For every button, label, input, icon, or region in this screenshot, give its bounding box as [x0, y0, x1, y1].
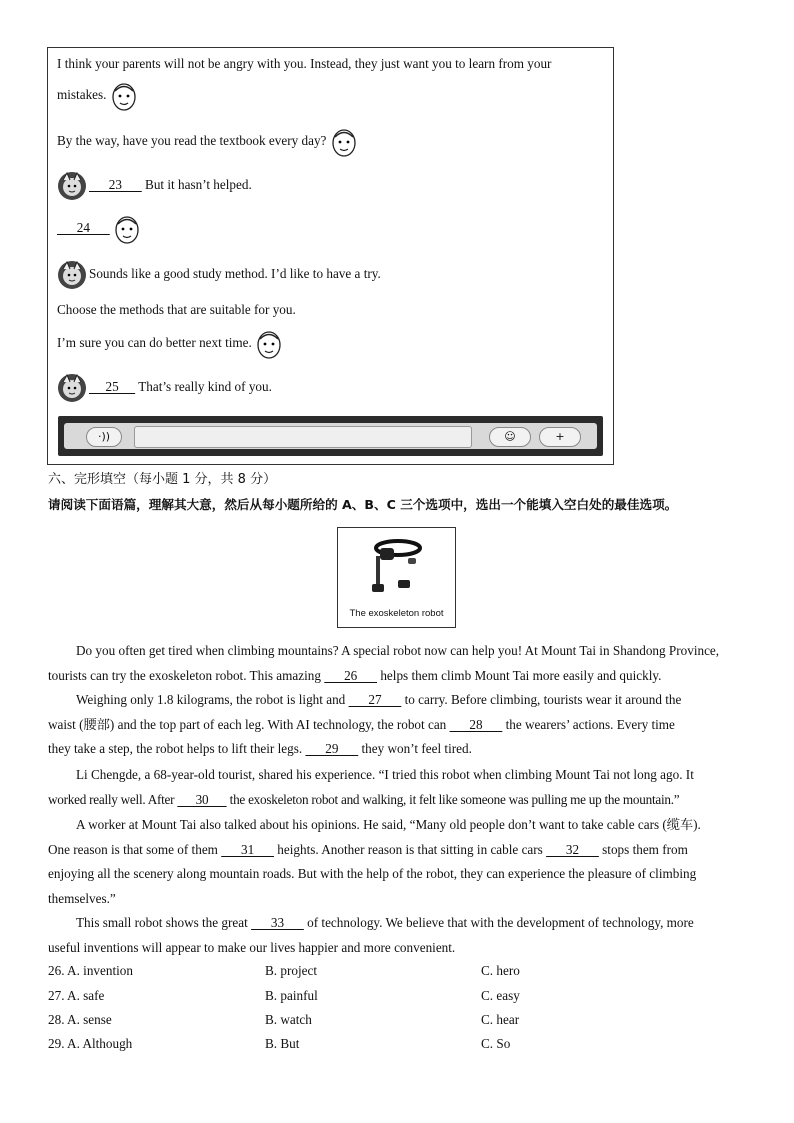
- passage-line: [48, 911, 746, 936]
- option-c[interactable]: C. hero: [481, 963, 520, 978]
- option-a[interactable]: 26. A. invention: [48, 963, 133, 978]
- passage-line: themselves.”: [48, 890, 116, 906]
- dialogue-line: [57, 126, 358, 158]
- passage-line: [48, 713, 746, 738]
- teacher-face-icon: [113, 213, 141, 245]
- dialogue-line: I think your parents will not be angry with you. Instead, they just want you to learn from your: [57, 56, 552, 71]
- option-a[interactable]: 28. A. sense: [48, 1012, 112, 1027]
- passage-line: [48, 688, 746, 713]
- passage-text: This small robot shows the great: [76, 915, 252, 930]
- passage-text: they take a step, the robot helps to lift their legs.: [48, 741, 306, 757]
- passage-line: [48, 788, 746, 813]
- option-a[interactable]: 27. A. safe: [48, 988, 105, 1003]
- answer-blank-24[interactable]: 24: [57, 220, 110, 236]
- dialogue-line: [57, 372, 272, 404]
- chat-input-bar: [58, 416, 603, 456]
- passage-text: waist (腰部) and the top part of each leg. With AI technology, the robot can: [48, 716, 450, 732]
- section-title: 六、完形填空（每小题 1 分，共 8 分）: [48, 472, 277, 487]
- option-c[interactable]: C. hear: [481, 1012, 520, 1027]
- answer-blank-31[interactable]: 31: [221, 841, 274, 857]
- answer-blank-28[interactable]: 28: [449, 716, 503, 732]
- dialogue-line: [57, 328, 283, 360]
- answer-blank-26[interactable]: 26: [324, 667, 378, 683]
- passage-text: Weighing only 1.8 kilograms, the robot is light and: [76, 692, 349, 707]
- passage-text: tourists can try the exoskeleton robot. This amazing: [48, 667, 325, 683]
- dialogue-line: [57, 259, 381, 291]
- dialogue-text: By the way, have you read the textbook every day?: [57, 133, 327, 149]
- dialogue-text: I’m sure you can do better next time.: [57, 335, 252, 351]
- passage-paragraph-3: [48, 763, 746, 812]
- dialogue-line: Choose the methods that are suitable for you.: [57, 302, 296, 317]
- passage-line: enjoying all the scenery along mountain roads. But with the help of the robot, they can experience the pleasure of climbing: [48, 866, 697, 882]
- answer-blank-25[interactable]: 25: [89, 379, 136, 395]
- passage-line: useful inventions will appear to make our lives happier and more convenient.: [48, 939, 456, 955]
- option-c[interactable]: C. easy: [481, 988, 520, 1003]
- dialogue-box: [47, 47, 614, 465]
- instruction-text: 请阅读下面语篇，理解其大意，然后从每小题所给的 A、B、C 三个选项中，选出一个能填入空白处的最佳选项。: [48, 497, 678, 512]
- dialogue-line: [57, 170, 252, 202]
- answer-blank-29[interactable]: 29: [305, 741, 359, 757]
- answer-blank-23[interactable]: 23: [89, 177, 142, 193]
- passage-line: [48, 664, 746, 689]
- dialogue-text: mistakes.: [57, 87, 107, 103]
- chat-message-input[interactable]: [134, 426, 472, 448]
- answer-blank-30[interactable]: 30: [177, 791, 227, 807]
- student-avatar-icon: [57, 170, 87, 202]
- passage-paragraph-2: [48, 688, 746, 762]
- emoji-button[interactable]: ☺: [489, 427, 531, 447]
- passage-line: Li Chengde, a 68-year-old tourist, shared his experience. “I tried this robot when climbing Mount Tai not long ago. It: [76, 767, 694, 782]
- passage-line: [48, 737, 746, 762]
- option-b[interactable]: B. project: [265, 963, 318, 978]
- student-avatar-icon: [57, 259, 87, 291]
- answer-blank-33[interactable]: 33: [251, 915, 304, 930]
- dialogue-line: [57, 80, 138, 112]
- passage-text: worked really well. After: [48, 791, 178, 807]
- figure-caption: The exoskeleton robot: [349, 608, 444, 619]
- option-b[interactable]: B. watch: [265, 1012, 312, 1027]
- chat-input-panel: [64, 423, 597, 449]
- passage-text: of technology. We believe that with the development of technology, more: [303, 915, 694, 930]
- dialogue-text: That’s really kind of you.: [135, 379, 272, 395]
- passage-paragraph-5: [48, 911, 746, 960]
- option-b[interactable]: B. But: [265, 1036, 300, 1051]
- passage-text: One reason is that some of them: [48, 841, 222, 857]
- option-c[interactable]: C. So: [481, 1036, 511, 1051]
- teacher-face-icon: [330, 126, 358, 158]
- passage-text: stops them from: [598, 841, 688, 857]
- passage-paragraph-1: [48, 639, 746, 688]
- teacher-face-icon: [110, 80, 138, 112]
- plus-button[interactable]: +: [539, 427, 581, 447]
- robot-figure: [337, 527, 456, 628]
- passage-text: heights. Another reason is that sitting in cable cars: [273, 841, 547, 857]
- passage-text: to carry. Before climbing, tourists wear it around the: [401, 692, 682, 707]
- option-b[interactable]: B. painful: [265, 988, 318, 1003]
- student-avatar-icon: [57, 372, 87, 404]
- passage-line: A worker at Mount Tai also talked about his opinions. He said, “Many old people don’t want to take cable cars (缆车).: [76, 817, 701, 832]
- dialogue-line: [57, 213, 141, 245]
- passage-line: [48, 838, 746, 863]
- answer-blank-27[interactable]: 27: [348, 692, 402, 707]
- option-a[interactable]: 29. A. Although: [48, 1036, 133, 1051]
- passage-line: Do you often get tired when climbing mountains? A special robot now can help you! At Mount Tai in Shandong Province,: [76, 643, 720, 658]
- exoskeleton-robot-icon: [368, 536, 428, 601]
- passage-text: they won’t feel tired.: [358, 741, 472, 757]
- voice-button[interactable]: ·)): [86, 427, 122, 447]
- passage-text: the exoskeleton robot and walking, it felt like someone was pulling me up the mountain.”: [226, 791, 680, 807]
- passage-text: the wearers’ actions. Every time: [502, 716, 675, 732]
- dialogue-text: But it hasn’t helped.: [141, 177, 252, 193]
- passage-text: helps them climb Mount Tai more easily and quickly.: [377, 667, 662, 683]
- teacher-face-icon: [255, 328, 283, 360]
- answer-blank-32[interactable]: 32: [546, 841, 599, 857]
- dialogue-text: Sounds like a good study method. I’d like to have a try.: [89, 266, 381, 282]
- passage-paragraph-4: [48, 813, 746, 911]
